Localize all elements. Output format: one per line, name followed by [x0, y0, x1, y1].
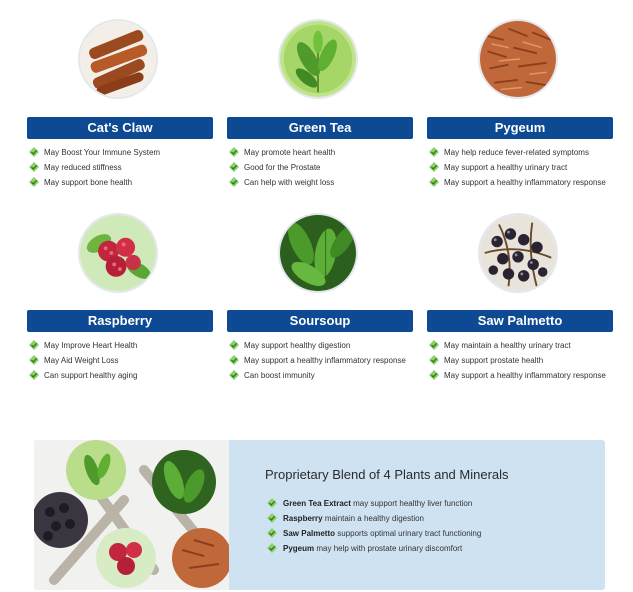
green-check-diamond-icon: [29, 370, 39, 380]
pygeum-bark-chips-photo: [478, 19, 558, 99]
benefit-list: [227, 147, 413, 192]
proprietary-blend-banner: [34, 440, 605, 590]
blend-list: [267, 498, 587, 558]
green-check-diamond-icon: [229, 355, 239, 365]
benefit-item: Good for the Prostate: [227, 162, 413, 174]
ingredients-collage-photo: [34, 440, 229, 590]
green-check-diamond-icon: [29, 162, 39, 172]
green-check-diamond-icon: [229, 147, 239, 157]
ingredient-title: Soursoup: [227, 310, 413, 332]
green-check-diamond-icon: [29, 340, 39, 350]
green-tea-leaves-photo: [278, 19, 358, 99]
benefit-list: [27, 147, 213, 192]
benefit-list: [27, 340, 213, 385]
ingredient-title: Green Tea: [227, 117, 413, 139]
blend-item: Saw Palmetto supports optimal urinary tract functioning: [267, 528, 587, 540]
benefit-item: May promote heart health: [227, 147, 413, 159]
soursop-leaves-photo: [278, 213, 358, 293]
benefit-item: May support a healthy inflammatory response: [427, 177, 613, 189]
green-check-diamond-icon: [229, 177, 239, 187]
green-check-diamond-icon: [429, 162, 439, 172]
green-check-diamond-icon: [429, 355, 439, 365]
benefit-item: May Boost Your Immune System: [27, 147, 213, 159]
benefit-item: May support a healthy inflammatory response: [427, 370, 613, 382]
benefit-item: Can support healthy aging: [27, 370, 213, 382]
benefit-item: Can help with weight loss: [227, 177, 413, 189]
benefit-item: May help reduce fever-related symptoms: [427, 147, 613, 159]
benefit-item: May reduced stiffness: [27, 162, 213, 174]
benefit-item: May support healthy digestion: [227, 340, 413, 352]
cats-claw-bark-photo: [78, 19, 158, 99]
benefit-item: May maintain a healthy urinary tract: [427, 340, 613, 352]
green-check-diamond-icon: [29, 177, 39, 187]
green-check-diamond-icon: [229, 340, 239, 350]
benefit-item: May Aid Weight Loss: [27, 355, 213, 367]
raspberry-photo: [78, 213, 158, 293]
green-check-diamond-icon: [267, 543, 277, 553]
green-check-diamond-icon: [267, 528, 277, 538]
blend-title: Proprietary Blend of 4 Plants and Minerals: [265, 467, 509, 482]
ingredient-title: Cat's Claw: [27, 117, 213, 139]
blend-item: Pygeum may help with prostate urinary discomfort: [267, 543, 587, 555]
green-check-diamond-icon: [267, 513, 277, 523]
ingredient-title: Pygeum: [427, 117, 613, 139]
green-check-diamond-icon: [229, 162, 239, 172]
blend-item: Raspberry maintain a healthy digestion: [267, 513, 587, 525]
green-check-diamond-icon: [429, 147, 439, 157]
blend-item: Green Tea Extract may support healthy liver function: [267, 498, 587, 510]
benefit-list: [427, 147, 613, 192]
green-check-diamond-icon: [429, 340, 439, 350]
benefit-item: Can boost immunity: [227, 370, 413, 382]
benefit-item: May Improve Heart Health: [27, 340, 213, 352]
benefit-item: May support bone health: [27, 177, 213, 189]
ingredient-title: Raspberry: [27, 310, 213, 332]
benefit-item: May support a healthy urinary tract: [427, 162, 613, 174]
saw-palmetto-berries-photo: [478, 213, 558, 293]
benefit-list: [427, 340, 613, 385]
green-check-diamond-icon: [267, 498, 277, 508]
benefit-item: May support a healthy inflammatory response: [227, 355, 413, 367]
benefit-item: May support prostate health: [427, 355, 613, 367]
ingredient-title: Saw Palmetto: [427, 310, 613, 332]
green-check-diamond-icon: [429, 177, 439, 187]
benefit-list: [227, 340, 413, 385]
green-check-diamond-icon: [29, 355, 39, 365]
green-check-diamond-icon: [29, 147, 39, 157]
green-check-diamond-icon: [229, 370, 239, 380]
green-check-diamond-icon: [429, 370, 439, 380]
